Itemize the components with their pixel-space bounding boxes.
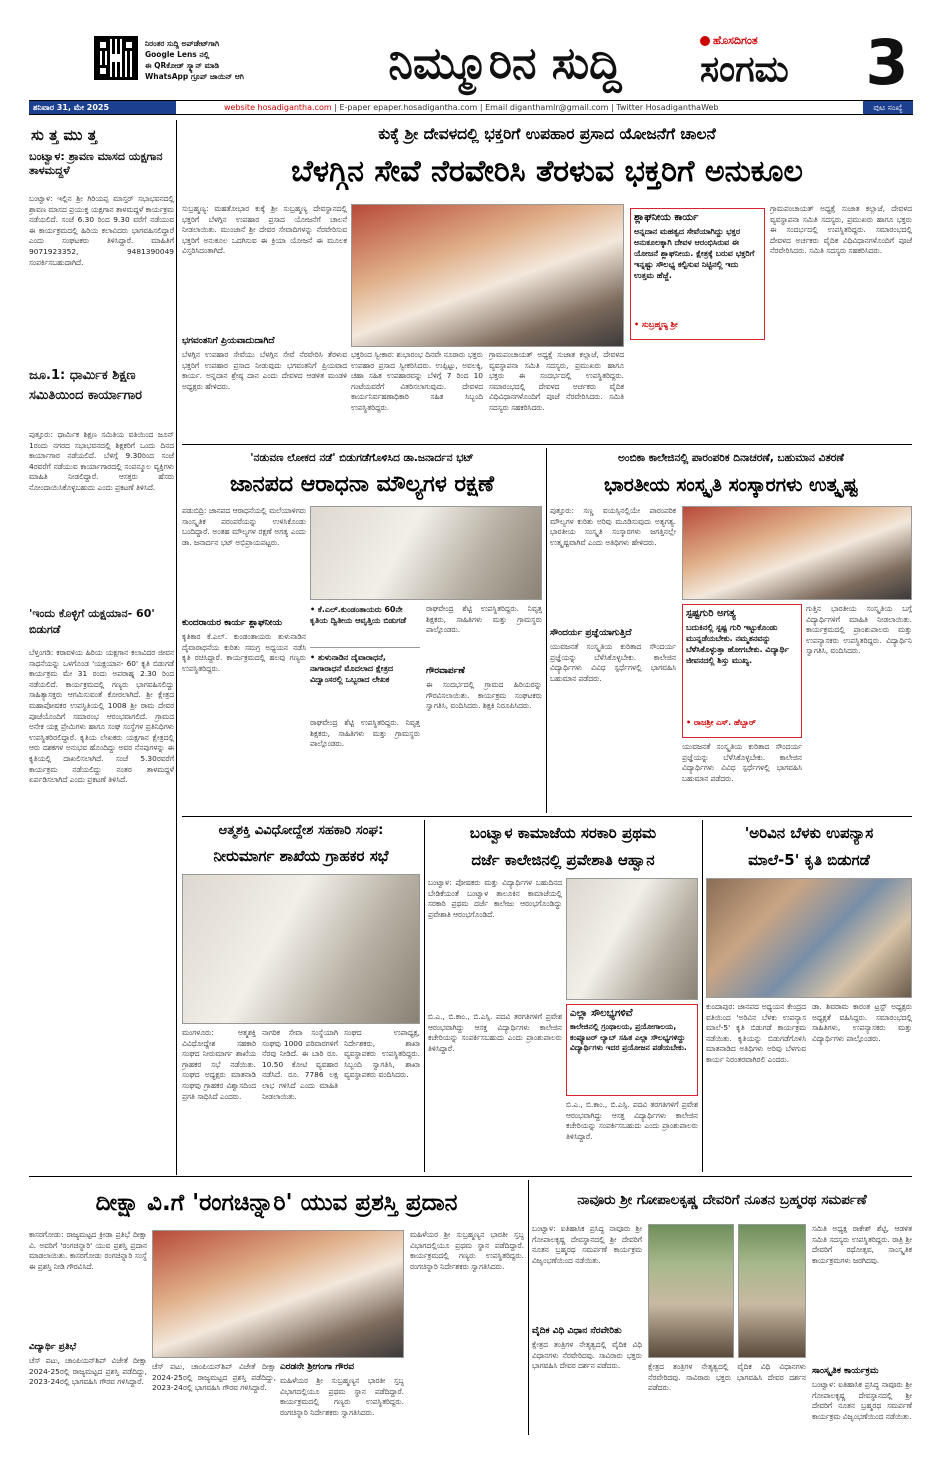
lead-body-1: ಸುಬ್ರಹ್ಮಣ್ಯ: ಮಹತೋಭಾರ ಕುಕ್ಕೆ ಶ್ರೀ ಸುಬ್ರಹ್ಮಣ್ಯ ದೇವಸ್ಥಾನದಲ್ಲಿ ಭಕ್ತರಿಗೆ ಬೆಳಗ್ಗಿನ ಉಪಹಾರ ಪ್ರಸಾದ ಯೋಜನೆಗೆ ಚಾಲನೆ ನೀಡಲಾಯಿತು. ಮುಂಜಾನೆ ಶ್ರೀ ದೇವರ ಸೇವಾದಿಗಳನ್ನು ನೆರವೇರಿಸುವ ಭಕ್ತರಿಗೆ ಅನುಕೂಲ ಒದಗಿಸುವ ಈ ಕ್ರಿಯಾ ಯೋಜನೆ ಈ ಮೂಲಕ ವಿಸ್ತರಿಸಿದಂತಾಗಿದೆ.: [182, 204, 347, 256]
qr-text-2: Google Lens ನಲ್ಲಿ: [145, 50, 210, 59]
lead-body-3-text: ಭಕ್ತರಿಂದ ಸ್ವೀಕಾರ: ಶುಭಾರಂಭ ದಿನವೇ ನೂರಾರು ಭಕ್ತರು ಉಪಹಾರ ಪ್ರಸಾದ ಸ್ವೀಕರಿಸಿದರು. ಉಪ್ಪಿಟ್ಟು, ಅವಲಕ್ಕಿ, ಚಹಾ ಸಹಿತ ಉಪಹಾರವನ್ನು ಬೆಳಿಗ್ಗೆ 7 ರಿಂದ 10 ಗಂಟೆಯವರೆಗೆ ವಿತರಿಸಲಾಗುವುದು. ದೇವಳದ ಕಾರ್ಯನಿರ್ವಹಣಾಧಿಕಾರಿ ಸಹಿತ ಸಿಬ್ಬಂದಿ ಉಪಸ್ಥಿತರಿದ್ದರು.: [351, 350, 483, 412]
story2-bullets: [310, 604, 420, 714]
story4-body-1: ಮಂಗಳೂರು: ಆತ್ಮಶಕ್ತಿ ವಿವಿಧೋದ್ದೇಶ ಸಹಕಾರಿ ಸಂಘದ ನೀರುಮಾರ್ಗ ಶಾಖೆಯ ಗ್ರಾಹಕರ ಸಭೆ ನಡೆಯಿತು. ಸಂಘದ ಅಧ್ಯಕ್ಷರು ಮಾತನಾಡಿ ಸಂಘವು ಗ್ರಾಹಕರ ವಿಶ್ವಾಸದಿಂದ ಪ್ರಗತಿ ಸಾಧಿಸಿದೆ ಎಂದರು.: [182, 1028, 256, 1101]
lead-body-3-left: [351, 350, 483, 440]
story3-body-2b: ಯುವಜನತೆ ಸಂಸ್ಕೃತಿಯ ಕುರಿತಾದ ಸೌಂದರ್ಯ ಪ್ರಜ್ಞೆಯನ್ನು ಬೆಳೆಸಿಕೊಳ್ಳಬೇಕು. ಕಾಲೇಜಿನ ವಿದ್ಯಾರ್ಥಿಗಳು ವಿವಿಧ ಸ್ಪರ್ಧೆಗಳಲ್ಲಿ ಭಾಗವಹಿಸಿ ಬಹುಮಾನ ಪಡೆದರು.: [682, 742, 802, 783]
pages-label: ಪುಟ ಸಂಖ್ಯೆ: [863, 101, 913, 114]
story7-subhead: ವಿದ್ಯಾರ್ಥಿ ಪ್ರತಿಭೆ: [29, 1342, 77, 1352]
qr-text-1: ನಿರಂತರ ಸುದ್ದಿ ಅಪ್‌ಡೇಟ್‌ಗಾಗಿ: [145, 39, 220, 48]
story8-body-1: ಬಂಟ್ವಾಳ: ಐತಿಹಾಸಿಕ ಪ್ರಸಿದ್ಧ ನಾವೂರು ಶ್ರೀ ಗೋಪಾಲಕೃಷ್ಣ ದೇವಸ್ಥಾನದಲ್ಲಿ ಶ್ರೀ ದೇವರಿಗೆ ನೂತನ ಬ್ರಹ್ಮರಥ ಸಮರ್ಪಣೆ ಕಾರ್ಯಕ್ರಮ ವಿಜೃಂಭಣೆಯಿಂದ ನಡೆಯಿತು.: [532, 1224, 642, 1265]
brand-logo: [700, 34, 860, 96]
story7-body-2: ಚೆಸ್ ಪಟು, ಚಾಂಪಿಯನ್‌ಶಿಪ್ ವಿಜೇತೆ ದೀಕ್ಷಾ 2024-25ರಲ್ಲಿ ರಾಜ್ಯಮಟ್ಟದ ಪ್ರಶಸ್ತಿ ಪಡೆದಿದ್ದು, 2023-24ರಲ್ಲಿ ಭಾಗವಹಿಸಿ ಗೌರವ ಗಳಿಸಿದ್ದಾರೆ.: [152, 1362, 276, 1393]
story3-photo: [682, 506, 912, 600]
brand-big: ಸಂಗಮ: [700, 49, 789, 90]
left-story-3-body: ಬೆಳ್ತಂಗಡಿ: ಕರಾವಳಿಯ ಹಿರಿಯ ಯಕ್ಷಗಾನ ಕಲಾವಿದರ ಜೀವನ ಸಾಧನೆಯನ್ನು ಒಳಗೊಂಡ 'ಯಕ್ಷಯಾನ- 60' ಕೃತಿ ಬಿಡುಗಡೆ ಕಾರ್ಯಕ್ರಮ ಮೇ 31 ರಂದು ಅಪರಾಹ್ನ 2.30 ರಿಂದ ನಡೆಯಲಿದೆ. ಕಾರ್ಯಕ್ರಮದಲ್ಲಿ ಗಣ್ಯರು ಭಾಗವಹಿಸಲಿದ್ದು ಸಾಹಿತ್ಯಾಸಕ್ತರು ಆಗಮಿಸುವಂತೆ ಕೋರಲಾಗಿದೆ. ಶ್ರೀ ಕ್ಷೇತ್ರದ ಮಹಾಪೋಷಕರ ಉಪಸ್ಥಿತಿಯಲ್ಲಿ 1008 ಶ್ರೀ ರಾಮ ದೇವರ ಪೂಜೆಯೊಂದಿಗೆ ಸಮಾರಂಭ ಆರಂಭವಾಗಲಿದೆ. ಗ್ರಾಮದ ಅನೇಕ ಯಕ್ಷ ಪ್ರೇಮಿಗಳು ಹಾಗೂ ಸಂಘ ಸಂಸ್ಥೆಗಳ ಪ್ರತಿನಿಧಿಗಳು ಉಪಸ್ಥಿತರಿರಲಿದ್ದಾರೆ. ಕೃತಿಯ ಲೇಖಕರು ಯಕ್ಷಗಾನ ಕ್ಷೇತ್ರದಲ್ಲಿ ಆರು ದಶಕಗಳ ಅನುಭವ ಹೊಂದಿದ್ದು ಅವರ ನೆನಪುಗಳನ್ನು ಈ ಕೃತಿಯಲ್ಲಿ ದಾಖಲಿಸಲಾಗಿದೆ. ಸಂಜೆ 5.30ರವರೆಗೆ ಕಾರ್ಯಕ್ರಮ ನಡೆಯಲಿದ್ದು ನಂತರ ತಾಳಮದ್ದಳೆ ಏರ್ಪಡಿಸಲಾಗಿದೆ ಎಂದು ಪ್ರಕಟಣೆ ತಿಳಿಸಿದೆ.: [29, 648, 174, 785]
story4-body-2: ನಾಗರಿಕ ಸೇವಾ ಸಂಸ್ಥೆಯಾಗಿ ಸಂಘವು 1000 ಪರಿವಾರಗಳಿಗೆ ನೆರವು ನೀಡಿದೆ. ಈ ಬಾರಿ ರೂ. 10.50 ಕೋಟಿ ವ್ಯವಹಾರ ನಡೆಸಿದೆ. ರೂ. 7786 ಲಕ್ಷ ಲಾಭ ಗಳಿಸಿದೆ ಎಂದು ಮಾಹಿತಿ ನೀಡಲಾಯಿತು.: [262, 1028, 338, 1101]
lead-photo: [351, 204, 624, 347]
left-story-2-body: ಪುತ್ತೂರು: ಧಾರ್ಮಿಕ ಶಿಕ್ಷಣ ಸಮಿತಿಯ ವತಿಯಿಂದ ಜೂನ್ 1ರಂದು ನಗರದ ಸಭಾಭವನದಲ್ಲಿ ಶಿಕ್ಷಕರಿಗೆ ಒಂದು ದಿನದ ಕಾರ್ಯಾಗಾರ ನಡೆಯಲಿದೆ. ಬೆಳಿಗ್ಗೆ 9.30ರಿಂದ ಸಂಜೆ 4ರವರೆಗೆ ನಡೆಯುವ ಕಾರ್ಯಾಗಾರದಲ್ಲಿ ಸಂಪನ್ಮೂಲ ವ್ಯಕ್ತಿಗಳು ಮಾಹಿತಿ ನೀಡಲಿದ್ದಾರೆ. ಆಸಕ್ತರು ಹೆಸರು ನೋಂದಾಯಿಸಿಕೊಳ್ಳಬಹುದು ಎಂದು ಪ್ರಕಟಣೆ ತಿಳಿಸಿದೆ.: [29, 430, 174, 492]
lead-kicker: ಕುಕ್ಕೆ ಶ್ರೀ ದೇವಳದಲ್ಲಿ ಭಕ್ತರಿಗೆ ಉಪಹಾರ ಪ್ರಸಾದ ಯೋಜನೆಗೆ ಚಾಲನೆ: [378, 125, 716, 143]
suttamutta-logo: ಸು ತ್ತ ಮು ತ್ತ: [31, 126, 97, 144]
epaper-link[interactable]: E-paper epaper.hosadigantha.com: [339, 103, 478, 112]
qr-caption: [145, 38, 320, 90]
email-link[interactable]: Email diganthamlr@gmail.com: [485, 103, 609, 112]
story3-quote-author: • ರಾಜಶ್ರೀ ಎಸ್. ಹೆಬ್ಬಾರ್: [686, 718, 756, 727]
story3-body-1: ಪುತ್ತೂರು: ಸಣ್ಣ ವಯಸ್ಸಿನಲ್ಲಿಯೇ ಪಾರಂಪರಿಕ ಮೌಲ್ಯಗಳ ಕುರಿತು ಅರಿವು ಮೂಡಿಸುವುದು ಅತ್ಯಗತ್ಯ. ಭಾರತೀಯ ಸಂಸ್ಕೃತಿ ಸಂಸ್ಕಾರಗಳು ಜಗತ್ತಿನಲ್ಲೇ ಉತ್ಕೃಷ್ಟವಾಗಿವೆ ಎಂದು ಅತಿಥಿಗಳು ಹೇಳಿದರು.: [550, 506, 676, 547]
story8-body-2b: ಕ್ಷೇತ್ರದ ತಂತ್ರಿಗಳ ನೇತೃತ್ವದಲ್ಲಿ ವೈದಿಕ ವಿಧಿ ವಿಧಾನಗಳು ನೆರವೇರಿದವು. ಸಾವಿರಾರು ಭಕ್ತರು ಭಾಗವಹಿಸಿ ದೇವರ ದರ್ಶನ ಪಡೆದರು.: [648, 1362, 806, 1393]
story8-body-2: ಕ್ಷೇತ್ರದ ತಂತ್ರಿಗಳ ನೇತೃತ್ವದಲ್ಲಿ ವೈದಿಕ ವಿಧಿ ವಿಧಾನಗಳು ನೆರವೇರಿದವು. ಸಾವಿರಾರು ಭಕ್ತರು ಭಾಗವಹಿಸಿ ದೇವರ ದರ್ಶನ ಪಡೆದರು.: [532, 1340, 642, 1371]
story4-kicker: ಆತ್ಮಶಕ್ತಿ ವಿವಿಧೋದ್ದೇಶ ಸಹಕಾರಿ ಸಂಘ:: [218, 823, 384, 838]
story8-photo-1: [648, 1224, 734, 1358]
story3-body-2: ಯುವಜನತೆ ಸಂಸ್ಕೃತಿಯ ಕುರಿತಾದ ಸೌಂದರ್ಯ ಪ್ರಜ್ಞೆಯನ್ನು ಬೆಳೆಸಿಕೊಳ್ಳಬೇಕು. ಕಾಲೇಜಿನ ವಿದ್ಯಾರ್ಥಿಗಳು ವಿವಿಧ ಸ್ಪರ್ಧೆಗಳಲ್ಲಿ ಭಾಗವಹಿಸಿ ಬಹುಮಾನ ಪಡೆದರು.: [550, 642, 676, 683]
story7-photo: [152, 1230, 404, 1358]
story7-body-2b: ಮಹಿಳೆಯರ ಶ್ರೀ ಸುಬ್ರಹ್ಮಣ್ಯನ ಭಾರತೀ ಸ್ತಬ್ಧ ವಿಭಾಗದಲ್ಲಿಯೂ ಪ್ರಥಮ ಸ್ಥಾನ ಪಡೆದಿದ್ದಾರೆ. ಕಾರ್ಯಕ್ರಮದಲ್ಲಿ ಗಣ್ಯರು ಉಪಸ್ಥಿತರಿದ್ದರು. ರಂಗಚಿನ್ನಾರಿ ನಿರ್ದೇಶಕರು ಸ್ವಾಗತಿಸಿದರು.: [280, 1376, 404, 1417]
lead-quote-box: [630, 208, 765, 340]
page-number: 3: [865, 28, 909, 98]
qr-text-4: WhatsApp ಗ್ರೂಪ್ ಜಾಯಿನ್ ಆಗಿ: [145, 72, 244, 81]
story2-bullet-2: • ತುಳುನಾಡಿನ ದೈವಾರಾಧನೆ, ನಾಗಾರಾಧನೆ ಮೊದಲಾದ ಕ್ಷೇತ್ರದ ವಿದ್ವಾಂಸರಲ್ಲಿ ಒಬ್ಬರಾದ ಲೇಖಕ: [310, 653, 394, 684]
story6-body-2: ಡಾ. ಶಿವರಾಮ ಕಾರಂತ ಟ್ರಸ್ಟ್ ಅಧ್ಯಕ್ಷರು ಅಧ್ಯಕ್ಷತೆ ವಹಿಸಿದ್ದರು. ಸಮಾರಂಭದಲ್ಲಿ ಸಾಹಿತಿಗಳು, ಉಪನ್ಯಾಸಕರು ಮತ್ತು ವಿದ್ಯಾರ್ಥಿಗಳು ಪಾಲ್ಗೊಂಡರು.: [812, 1002, 912, 1043]
story7-headline: ದೀಕ್ಷಾ ವಿ.ಗೆ 'ರಂಗಚಿನ್ನಾರಿ' ಯುವ ಪ್ರಶಸ್ತಿ ಪ್ರದಾನ: [95, 1190, 458, 1216]
story5-body-1: ಬಂಟ್ವಾಳ: ಪೋಷಕರು ಮತ್ತು ವಿದ್ಯಾರ್ಥಿಗಳ ಬಹುದಿನದ ಬೇಡಿಕೆಯಂತೆ ಬಂಟ್ವಾಳ ತಾಲೂಕಿನ ಕಾಮಾಜೆಯಲ್ಲಿ ಸರಕಾರಿ ಪ್ರಥಮ ದರ್ಜೆ ಕಾಲೇಜು ಆರಂಭಗೊಂಡಿದ್ದು ಪ್ರವೇಶಾತಿ ಆರಂಭಗೊಂಡಿದೆ.: [428, 878, 562, 919]
story6-kicker: 'ಅರಿವಿನ ಬೆಳಕು ಉಪನ್ಯಾಸ: [744, 824, 874, 842]
left-story-2-title: ಜೂ.1: ಧಾರ್ಮಿಕ ಶಿಕ್ಷಣ ಸಮಿತಿಯಿಂದ ಕಾರ್ಯಾಗಾರ: [29, 368, 143, 403]
brand-emblem-icon: [700, 36, 710, 46]
story8-photo-2: [738, 1224, 806, 1358]
contact-strip: website hosadigantha.com | E-paper epaper.hosadigantha.com | Email diganthamlr@gmail.com | Twitter HosadiganthaWeb: [224, 103, 719, 112]
qr-code: [94, 36, 138, 80]
lead-body-2: ಬೆಳಗ್ಗಿನ ಉಪಹಾರ ಸೇವೆಯು ಬೆಳಗ್ಗಿನ ಸೇವೆ ನೆರವೇರಿಸಿ ತೆರಳುವ ಭಕ್ತರಿಗೆ ಉಪಹಾರ ಪ್ರಸಾದ ನೀಡುವುದು ಭಗವಂತನಿಗೆ ಪ್ರಿಯವಾದ ಕಾರ್ಯ. ಅನ್ನದಾನ ಶ್ರೇಷ್ಠ ದಾನ ಎಂದು ದೇವಳದ ಆಡಳಿತ ಮಂಡಳಿ ಅಧ್ಯಕ್ಷರು ಹೇಳಿದರು.: [182, 350, 347, 391]
date-strip: ಶನಿವಾರ 31, ಮೇ 2025: [29, 101, 176, 114]
story8-headline: ನಾವೂರು ಶ್ರೀ ಗೋಪಾಲಕೃಷ್ಣ ದೇವರಿಗೆ ನೂತನ ಬ್ರಹ್ಮರಥ ಸಮರ್ಪಣೆ: [577, 1192, 867, 1208]
story3-quote-box: [682, 604, 802, 738]
story2-subhead-2: ಗೌರವಾರ್ಪಣೆ: [426, 666, 465, 676]
lead-headline: ಬೆಳಗ್ಗಿನ ಸೇವೆ ನೆರವೇರಿಸಿ ತೆರಳುವ ಭಕ್ತರಿಗೆ ಅನುಕೂಲ: [291, 154, 803, 189]
story2-body-2: ಕೃತಿಕಾರ ಕೆ.ಎಲ್. ಕುಂಡಂತಾಯರು ತುಳುನಾಡಿನ ದೈವಾರಾಧನೆಯ ಕುರಿತು ಸಮಗ್ರ ಅಧ್ಯಯನ ನಡೆಸಿ ಕೃತಿ ರಚಿಸಿದ್ದಾರೆ. ಕಾರ್ಯಕ್ರಮದಲ್ಲಿ ಹಲವು ಗಣ್ಯರು ಉಪಸ್ಥಿತರಿದ್ದರು.: [182, 632, 306, 673]
story5-quote-box: [566, 1004, 698, 1096]
lead-subhead: ಭಗವಂತನಿಗೆ ಪ್ರಿಯವಾದುದಾಗಿದೆ: [182, 336, 275, 346]
story3-quote-title: ಸ್ಪಷ್ಟಗುರಿ ಅಗತ್ಯ: [686, 608, 736, 619]
left-story-1-body: ಬಂಟ್ವಾಳ: ಇಲ್ಲಿನ ಶ್ರೀ ಗಿರಿಯಪ್ಪ ಮಾಸ್ತರ್ ಸಭಾಭವನದಲ್ಲಿ ಶ್ರಾವಣ ಮಾಸದ ಪ್ರಯುಕ್ತ ಯಕ್ಷಗಾನ ತಾಳಮದ್ದಳೆ ಕಾರ್ಯಕ್ರಮ ನಡೆಯಲಿದೆ. ಸಂಜೆ 6.30 ರಿಂದ 9.30 ವರೆಗೆ ನಡೆಯುವ ಈ ಕಾರ್ಯಕ್ರಮದಲ್ಲಿ ಹಿರಿಯ ಕಲಾವಿದರು ಭಾಗವಹಿಸಲಿದ್ದಾರೆ ಎಂದು ಸಂಘಟಕರು ತಿಳಿಸಿದ್ದಾರೆ. ಮಾಹಿತಿಗೆ 9071923352, 9481390049 ಸಂಪರ್ಕಿಸಬಹುದಾಗಿದೆ.: [29, 194, 174, 267]
story2-photo: [310, 506, 542, 600]
lead-quote-body: ಅನ್ನದಾನ ಮಹತ್ವದ ಸೇವೆಯಾಗಿದ್ದು ಭಕ್ತರ ಅನುಕೂಲಕ್ಕಾಗಿ ದೇವಳ ಆರಂಭಿಸಿರುವ ಈ ಯೋಜನೆ ಶ್ಲಾಘನೀಯ. ಕ್ಷೇತ್ರಕ್ಕೆ ಬರುವ ಭಕ್ತರಿಗೆ ಇನ್ನಷ್ಟು ಸೌಲಭ್ಯ ಕಲ್ಪಿಸುವ ನಿಟ್ಟಿನಲ್ಲಿ ಇದು ಉತ್ತಮ ಹೆಜ್ಜೆ.: [634, 227, 755, 280]
story7-body-3: ಮಹಿಳೆಯರ ಶ್ರೀ ಸುಬ್ರಹ್ಮಣ್ಯನ ಭಾರತೀ ಸ್ತಬ್ಧ ವಿಭಾಗದಲ್ಲಿಯೂ ಪ್ರಥಮ ಸ್ಥಾನ ಪಡೆದಿದ್ದಾರೆ. ಕಾರ್ಯಕ್ರಮದಲ್ಲಿ ಗಣ್ಯರು ಉಪಸ್ಥಿತರಿದ್ದರು. ರಂಗಚಿನ್ನಾರಿ ನಿರ್ದೇಶಕರು ಸ್ವಾಗತಿಸಿದರು.: [410, 1230, 524, 1271]
lead-body-4-text: ಗ್ರಾಮಪಂಚಾಯತ್ ಅಧ್ಯಕ್ಷೆ ಸುಜಾತ ಕಲ್ಲಾಜೆ, ದೇವಳದ ವ್ಯವಸ್ಥಾಪನಾ ಸಮಿತಿ ಸದಸ್ಯರು, ಪ್ರಮುಖರು ಹಾಗೂ ಭಕ್ತರು ಈ ಸಂದರ್ಭದಲ್ಲಿ ಉಪಸ್ಥಿತರಿದ್ದರು. ಸಮಾರಂಭದಲ್ಲಿ ದೇವಳದ ಅರ್ಚಕರು ವೈದಿಕ ವಿಧಿವಿಧಾನಗಳೊಂದಿಗೆ ಪೂಜೆ ನೆರವೇರಿಸಿದರು. ಸಮಿತಿ ಸದಸ್ಯರು ಸಹಕರಿಸಿದರು.: [489, 350, 624, 412]
story8-subhead: ವೈದಿಕ ವಿಧಿ ವಿಧಾನ ನೆರವೇರಿತು: [532, 1326, 622, 1336]
story2-body-3: ರಾಘವೇಂದ್ರ ಶೆಟ್ಟಿ ಉಪಸ್ಥಿತರಿದ್ದರು. ನಿವೃತ್ತ ಶಿಕ್ಷಕರು, ಸಾಹಿತಿಗಳು ಮತ್ತು ಗ್ರಾಮಸ್ಥರು ಪಾಲ್ಗೊಂಡರು.: [310, 718, 420, 749]
story5-quote-body: ಕಾಲೇಜಿನಲ್ಲಿ ಗ್ರಂಥಾಲಯ, ಪ್ರಯೋಗಾಲಯ, ಕಂಪ್ಯೂಟರ್ ಲ್ಯಾಬ್ ಸಹಿತ ಎಲ್ಲಾ ಸೌಲಭ್ಯಗಳಿದ್ದು ವಿದ್ಯಾರ್ಥಿಗಳು ಇದರ ಪ್ರಯೋಜನ ಪಡೆಯಬೇಕು.: [570, 1022, 687, 1052]
story3-subhead: ಸೌಂದರ್ಯ ಪ್ರಜ್ಞೆಯಾಗುತ್ತಿದೆ: [550, 628, 632, 638]
story8-body-4: ಬಂಟ್ವಾಳ: ಐತಿಹಾಸಿಕ ಪ್ರಸಿದ್ಧ ನಾವೂರು ಶ್ರೀ ಗೋಪಾಲಕೃಷ್ಣ ದೇವಸ್ಥಾನದಲ್ಲಿ ಶ್ರೀ ದೇವರಿಗೆ ನೂತನ ಬ್ರಹ್ಮರಥ ಸಮರ್ಪಣೆ ಕಾರ್ಯಕ್ರಮ ವಿಜೃಂಭಣೆಯಿಂದ ನಡೆಯಿತು.: [812, 1380, 912, 1421]
twitter-link[interactable]: Twitter HosadiganthaWeb: [616, 103, 719, 112]
story6-headline: ಮಾಲೆ-5' ಕೃತಿ ಬಿಡುಗಡೆ: [748, 851, 870, 869]
story7-body-1b: ಚೆಸ್ ಪಟು, ಚಾಂಪಿಯನ್‌ಶಿಪ್ ವಿಜೇತೆ ದೀಕ್ಷಾ 2024-25ರಲ್ಲಿ ರಾಜ್ಯಮಟ್ಟದ ಪ್ರಶಸ್ತಿ ಪಡೆದಿದ್ದು, 2023-24ರಲ್ಲಿ ಭಾಗವಹಿಸಿ ಗೌರವ ಗಳಿಸಿದ್ದಾರೆ.: [29, 1356, 147, 1387]
qr-text-3: ಈ QRಕೋಡ್ ಸ್ಕ್ಯಾನ್ ಮಾಡಿ: [145, 61, 220, 70]
story8-body-3: ಸಮಿತಿ ಅಧ್ಯಕ್ಷ ರಾಕೇಶ್ ಶೆಟ್ಟಿ, ಆಡಳಿತ ಸಮಿತಿ ಸದಸ್ಯರು ಉಪಸ್ಥಿತರಿದ್ದರು. ರಾತ್ರಿ ಶ್ರೀ ದೇವರಿಗೆ ರಥೋತ್ಸವ, ಸಾಂಸ್ಕೃತಿಕ ಕಾರ್ಯಕ್ರಮಗಳು ಜರಗಿದವು.: [812, 1224, 912, 1265]
story5-headline: ದರ್ಜೆ ಕಾಲೇಜಿನಲ್ಲಿ ಪ್ರವೇಶಾತಿ ಆಹ್ವಾನ: [471, 851, 655, 869]
story3-kicker: ಅಂಬಿಕಾ ಕಾಲೇಜಿನಲ್ಲಿ ಪಾರಂಪರಿಕ ದಿನಾಚರಣೆ, ಬಹುಮಾನ ವಿತರಣೆ: [618, 452, 844, 464]
story5-body-2: ಬಿ.ಎ., ಬಿ.ಕಾಂ., ಬಿ.ಎಸ್ಸಿ. ಪದವಿ ತರಗತಿಗಳಿಗೆ ಪ್ರವೇಶ ಆರಂಭವಾಗಿದ್ದು ಆಸಕ್ತ ವಿದ್ಯಾರ್ಥಿಗಳು ಕಾಲೇಜಿನ ಕಚೇರಿಯನ್ನು ಸಂಪರ್ಕಿಸಬಹುದು ಎಂದು ಪ್ರಾಂಶುಪಾಲರು ತಿಳಿಸಿದ್ದಾರೆ.: [428, 1012, 562, 1053]
story4-photo: [182, 874, 420, 1024]
story6-photo: [706, 878, 912, 998]
story2-body-3b: ರಾಘವೇಂದ್ರ ಶೆಟ್ಟಿ ಉಪಸ್ಥಿತರಿದ್ದರು. ನಿವೃತ್ತ ಶಿಕ್ಷಕರು, ಸಾಹಿತಿಗಳು ಮತ್ತು ಗ್ರಾಮಸ್ಥರು ಪಾಲ್ಗೊಂಡರು.: [426, 604, 542, 635]
brand-small-text: ಹೊಸದಿಗಂತ: [713, 34, 758, 47]
story4-headline: ನೀರುಮಾರ್ಗ ಶಾಖೆಯ ಗ್ರಾಹಕರ ಸಭೆ: [213, 847, 389, 865]
story2-body-1: ಪಡುಬಿದ್ರಿ: ಜಾನಪದ ಆರಾಧನೆಯಲ್ಲಿ ಮಲೆಯಾಳಿಗರು ಸಾಂಸ್ಕೃತಿಕ ಪರಂಪರೆಯನ್ನು ಉಳಿಸಿಕೊಂಡು ಬಂದಿದ್ದಾರೆ. ಅಂತಹ ಮೌಲ್ಯಗಳ ರಕ್ಷಣೆ ಅಗತ್ಯ ಎಂದು ಡಾ. ಜನಾರ್ದನ ಭಟ್ ಅಭಿಪ್ರಾಯಪಟ್ಟರು.: [182, 506, 306, 547]
story2-subhead: ಕುಂದರಾಯರ ಕಾರ್ಯ ಶ್ಲಾಘನೀಯ: [182, 618, 283, 628]
lead-body-3-right: [489, 350, 624, 440]
story2-headline: ಜಾನಪದ ಆರಾಧನಾ ಮೌಲ್ಯಗಳ ರಕ್ಷಣೆ: [229, 472, 495, 497]
story3-quote-body: ಬದುಕಿನಲ್ಲಿ ಸ್ಪಷ್ಟ ಗುರಿ ಇಟ್ಟುಕೊಂಡು ಮುನ್ನಡೆಯಬೇಕು. ನಮ್ಮತನವನ್ನು ಬೆಳೆಸಿಕೊಳ್ಳುತ್ತಾ ಹೋಗಬೇಕು. ವಿದ್ಯಾರ್ಥಿ ಜೀವನದಲ್ಲಿ ಶಿಸ್ತು ಮುಖ್ಯ.: [686, 623, 789, 665]
story7-body-1: ಕಾಸರಗೋಡು: ರಾಜ್ಯಮಟ್ಟದ ಕ್ರೀಡಾ ಪ್ರತಿಭೆ ದೀಕ್ಷಾ ವಿ. ಅವರಿಗೆ 'ರಂಗಚಿನ್ನಾರಿ' ಯುವ ಪ್ರಶಸ್ತಿ ಪ್ರದಾನ ಮಾಡಲಾಯಿತು. ಕಾಸರಗೋಡು ರಂಗಚಿನ್ನಾರಿ ಸಂಸ್ಥೆ ಈ ಪ್ರಶಸ್ತಿ ನೀಡಿ ಗೌರವಿಸಿದೆ.: [29, 1230, 147, 1271]
story7-subhead-2: ಎರಡನೇ ಶ್ರೀಗಂಗಾ ಗೌರವ: [280, 1362, 355, 1372]
left-story-3-title: 'ಇಂದು ಕೊಳ್ಳಿಗೆ ಯಕ್ಷಯಾನ- 60' ಬಿಡುಗಡೆ: [29, 607, 155, 636]
story2-body-4: ಈ ಸಂದರ್ಭದಲ್ಲಿ ಗ್ರಾಮದ ಹಿರಿಯರನ್ನು ಗೌರವಿಸಲಾಯಿತು. ಕಾರ್ಯಕ್ರಮ ಸಂಘಟಕರು ಸ್ವಾಗತಿಸಿ, ವಂದಿಸಿದರು. ಶಿಕ್ಷಕಿ ನಿರೂಪಿಸಿದರು.: [426, 680, 542, 711]
story8-subhead-2: ಸಾಂಸ್ಕೃತಿಕ ಕಾರ್ಯಕ್ರಮ: [812, 1366, 879, 1376]
website-link[interactable]: website hosadigantha.com: [224, 103, 332, 112]
story2-kicker: 'ನಡುವಣ ಲೋಕದ ನಡೆ' ಬಿಡುಗಡೆಗೊಳಿಸಿದ ಡಾ.ಜನಾರ್ದನ ಭಟ್: [250, 452, 474, 464]
lead-quote-title: ಶ್ಲಾಘನೀಯ ಕಾರ್ಯ: [634, 212, 699, 223]
story5-kicker: ಬಂಟ್ವಾಳ ಕಾಮಾಜೆಯ ಸರಕಾರಿ ಪ್ರಥಮ: [469, 824, 657, 842]
lead-quote-author: • ಸುಬ್ರಹ್ಮಣ್ಯ ಶ್ರೀ: [634, 320, 678, 329]
date-bar: [29, 100, 913, 115]
story6-body-1: ಕುಂದಾಪುರ: ಜಾನಪದ ಅಧ್ಯಯನ ಕೇಂದ್ರದ ವತಿಯಿಂದ 'ಅರಿವಿನ ಬೆಳಕು ಉಪನ್ಯಾಸ ಮಾಲೆ-5' ಕೃತಿ ಬಿಡುಗಡೆ ಕಾರ್ಯಕ್ರಮ ನಡೆಯಿತು. ಕೃತಿಯನ್ನು ಬಿಡುಗಡೆಗೊಳಿಸಿ ಮಾತನಾಡಿದ ಅತಿಥಿಗಳು ಅರಿವು ಬೆಳಗುವ ಕಾರ್ಯ ನಿರಂತರವಾಗಿರಲಿ ಎಂದರು.: [706, 1002, 806, 1064]
story4-body-3: ಸಂಘದ ಉಪಾಧ್ಯಕ್ಷ, ನಿರ್ದೇಶಕರು, ಶಾಖಾ ವ್ಯವಸ್ಥಾಪಕರು ಉಪಸ್ಥಿತರಿದ್ದರು. ಸಿಬ್ಬಂದಿ ಸ್ವಾಗತಿಸಿ, ಶಾಖಾ ವ್ಯವಸ್ಥಾಪಕರು ವಂದಿಸಿದರು.: [344, 1028, 420, 1080]
left-story-1-title: ಬಂಟ್ವಾಳ: ಶ್ರಾವಣ ಮಾಸದ ಯಕ್ಷಗಾನ ತಾಳಮದ್ದಳೆ: [29, 150, 163, 177]
story5-body-2b: ಬಿ.ಎ., ಬಿ.ಕಾಂ., ಬಿ.ಎಸ್ಸಿ. ಪದವಿ ತರಗತಿಗಳಿಗೆ ಪ್ರವೇಶ ಆರಂಭವಾಗಿದ್ದು ಆಸಕ್ತ ವಿದ್ಯಾರ್ಥಿಗಳು ಕಾಲೇಜಿನ ಕಚೇರಿಯನ್ನು ಸಂಪರ್ಕಿಸಬಹುದು ಎಂದು ಪ್ರಾಂಶುಪಾಲರು ತಿಳಿಸಿದ್ದಾರೆ.: [566, 1100, 698, 1141]
story3-body-3: ಗುತ್ತಿನ ಭಾರತೀಯ ಸಂಸ್ಕೃತಿಯ ಬಗ್ಗೆ ವಿದ್ಯಾರ್ಥಿಗಳಿಗೆ ಮಾಹಿತಿ ನೀಡಲಾಯಿತು. ಕಾರ್ಯಕ್ರಮದಲ್ಲಿ ಪ್ರಾಂಶುಪಾಲರು ಮತ್ತು ಉಪನ್ಯಾಸಕರು ಉಪಸ್ಥಿತರಿದ್ದರು. ವಿದ್ಯಾರ್ಥಿನಿ ಸ್ವಾಗತಿಸಿ, ವಂದಿಸಿದರು.: [806, 604, 912, 656]
story5-quote-title: ಎಲ್ಲಾ ಸೌಲಭ್ಯಗಳಿವೆ: [570, 1008, 633, 1019]
story2-bullet-1: • ಕೆ.ಎಲ್.ಕುಂಡಂತಾಯರು 60ನೇ ಕೃತಿಯ ದ್ವಿತೀಯ ಆವೃತ್ತಿಯ ಬಿಡುಗಡೆ: [310, 604, 420, 648]
story3-headline: ಭಾರತೀಯ ಸಂಸ್ಕೃತಿ ಸಂಸ್ಕಾರಗಳು ಉತ್ಕೃಷ್ಟ: [604, 474, 858, 496]
lead-body-4: ಗ್ರಾಮಪಂಚಾಯತ್ ಅಧ್ಯಕ್ಷೆ ಸುಜಾತ ಕಲ್ಲಾಜೆ, ದೇವಳದ ವ್ಯವಸ್ಥಾಪನಾ ಸಮಿತಿ ಸದಸ್ಯರು, ಪ್ರಮುಖರು ಹಾಗೂ ಭಕ್ತರು ಈ ಸಂದರ್ಭದಲ್ಲಿ ಉಪಸ್ಥಿತರಿದ್ದರು. ಸಮಾರಂಭದಲ್ಲಿ ದೇವಳದ ಅರ್ಚಕರು ವೈದಿಕ ವಿಧಿವಿಧಾನಗಳೊಂದಿಗೆ ಪೂಜೆ ನೆರವೇರಿಸಿದರು. ಸಮಿತಿ ಸದಸ್ಯರು ಸಹಕರಿಸಿದರು.: [770, 204, 912, 256]
masthead-title: ನಿಮ್ಮೂರಿನ ಸುದ್ದಿ: [388, 38, 622, 89]
story5-photo: [566, 878, 698, 1000]
